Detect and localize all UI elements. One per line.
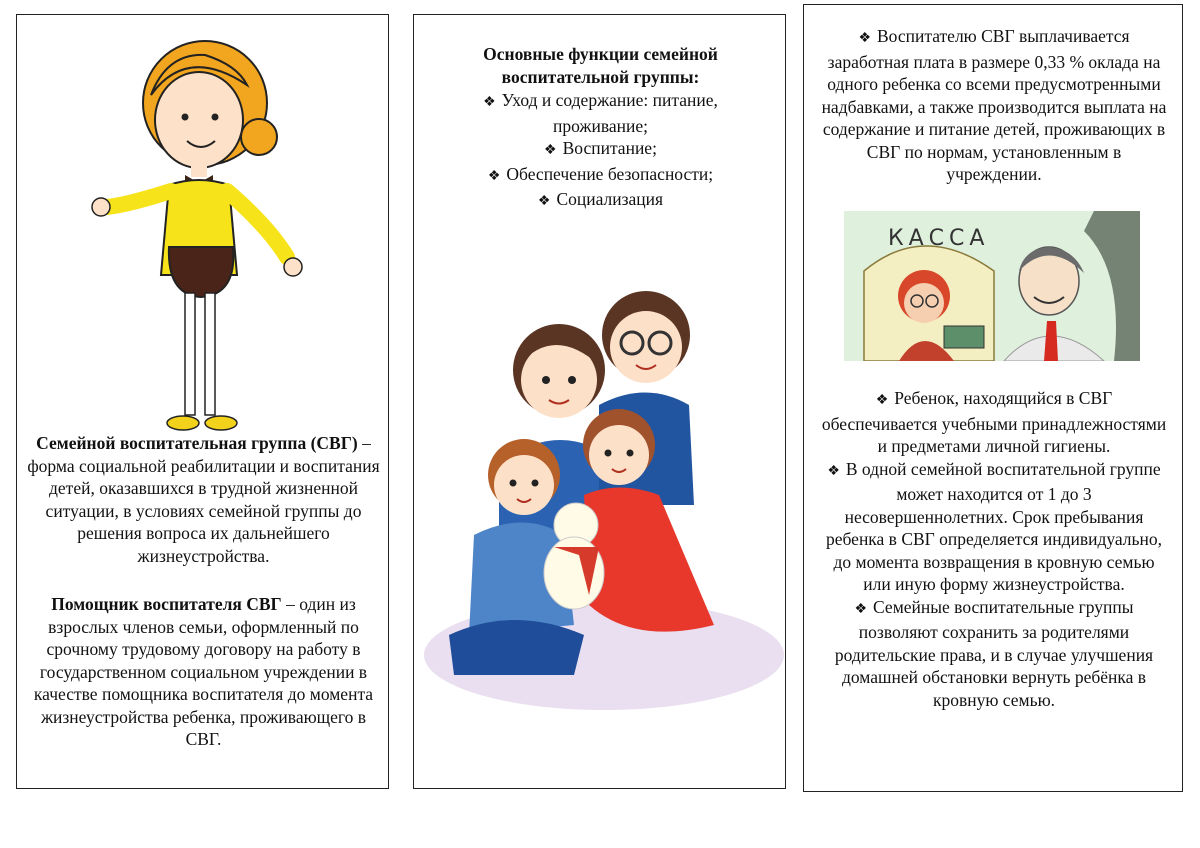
definition-svg	[25, 432, 382, 567]
info-list	[818, 387, 1170, 711]
definition-assistant-term: Помощник воспитателя СВГ	[51, 594, 282, 614]
panel-right	[803, 4, 1183, 792]
cashier-illustration	[844, 211, 1140, 361]
kassa-sign: КАССА	[888, 226, 990, 251]
definition-assistant	[25, 593, 382, 751]
family-illustration	[414, 255, 786, 725]
function-item: ❖ Уход и содержание: питание, проживание;	[444, 89, 757, 137]
salary-info	[818, 25, 1170, 186]
functions-list	[444, 89, 757, 214]
definition-svg-text: – форма социальной реабилитации и воспитания детей, оказавшихся в трудной жизненной ситуации, в условиях семейной группы до решения вопроса их дальнейшего жизнеустройства.	[27, 433, 380, 566]
salary-text: ❖ Воспитателю СВГ выплачивается заработная плата в размере 0,33 % оклада на одного ребенка со всеми предусмотренными надбавками, а также производится выплата на содержание и питание детей, проживающих в СВГ по нормам, установленным в учреждении.	[822, 26, 1167, 184]
function-item: ❖ Социализация	[444, 188, 757, 214]
info-item: ❖ Ребенок, находящийся в СВГ обеспечивается учебными принадлежностями и предметами личной гигиены.	[818, 387, 1170, 458]
definition-svg-term: Семейной воспитательная группа (СВГ)	[36, 433, 358, 453]
definition-assistant-text: – один из взрослых членов семьи, оформленный по срочному трудовому договору на работу в государственном социальном учреждении в качестве помощника воспитателя до момента жизнеустройства ребенка, проживающего в СВГ.	[33, 594, 374, 749]
teacher-illustration	[87, 25, 317, 445]
functions-title: Основные функции семейной воспитательной группы:	[483, 44, 718, 87]
info-item: ❖ В одной семейной воспитательной группе может находится от 1 до 3 несовершеннолетних. Срок пребывания ребенка в СВГ определяется индивидуально, до момента возвращения в кровную семью или иную форму жизнеустройства.	[818, 458, 1170, 596]
function-item: ❖ Обеспечение безопасности;	[444, 163, 757, 189]
panel-middle	[413, 14, 786, 789]
info-item: ❖ Семейные воспитательные группы позволяют сохранить за родителями родительские права, и в случае улучшения домашней обстановки вернуть ребёнка в кровную семью.	[818, 596, 1170, 712]
panel-left	[16, 14, 389, 789]
function-item: ❖ Воспитание;	[444, 137, 757, 163]
